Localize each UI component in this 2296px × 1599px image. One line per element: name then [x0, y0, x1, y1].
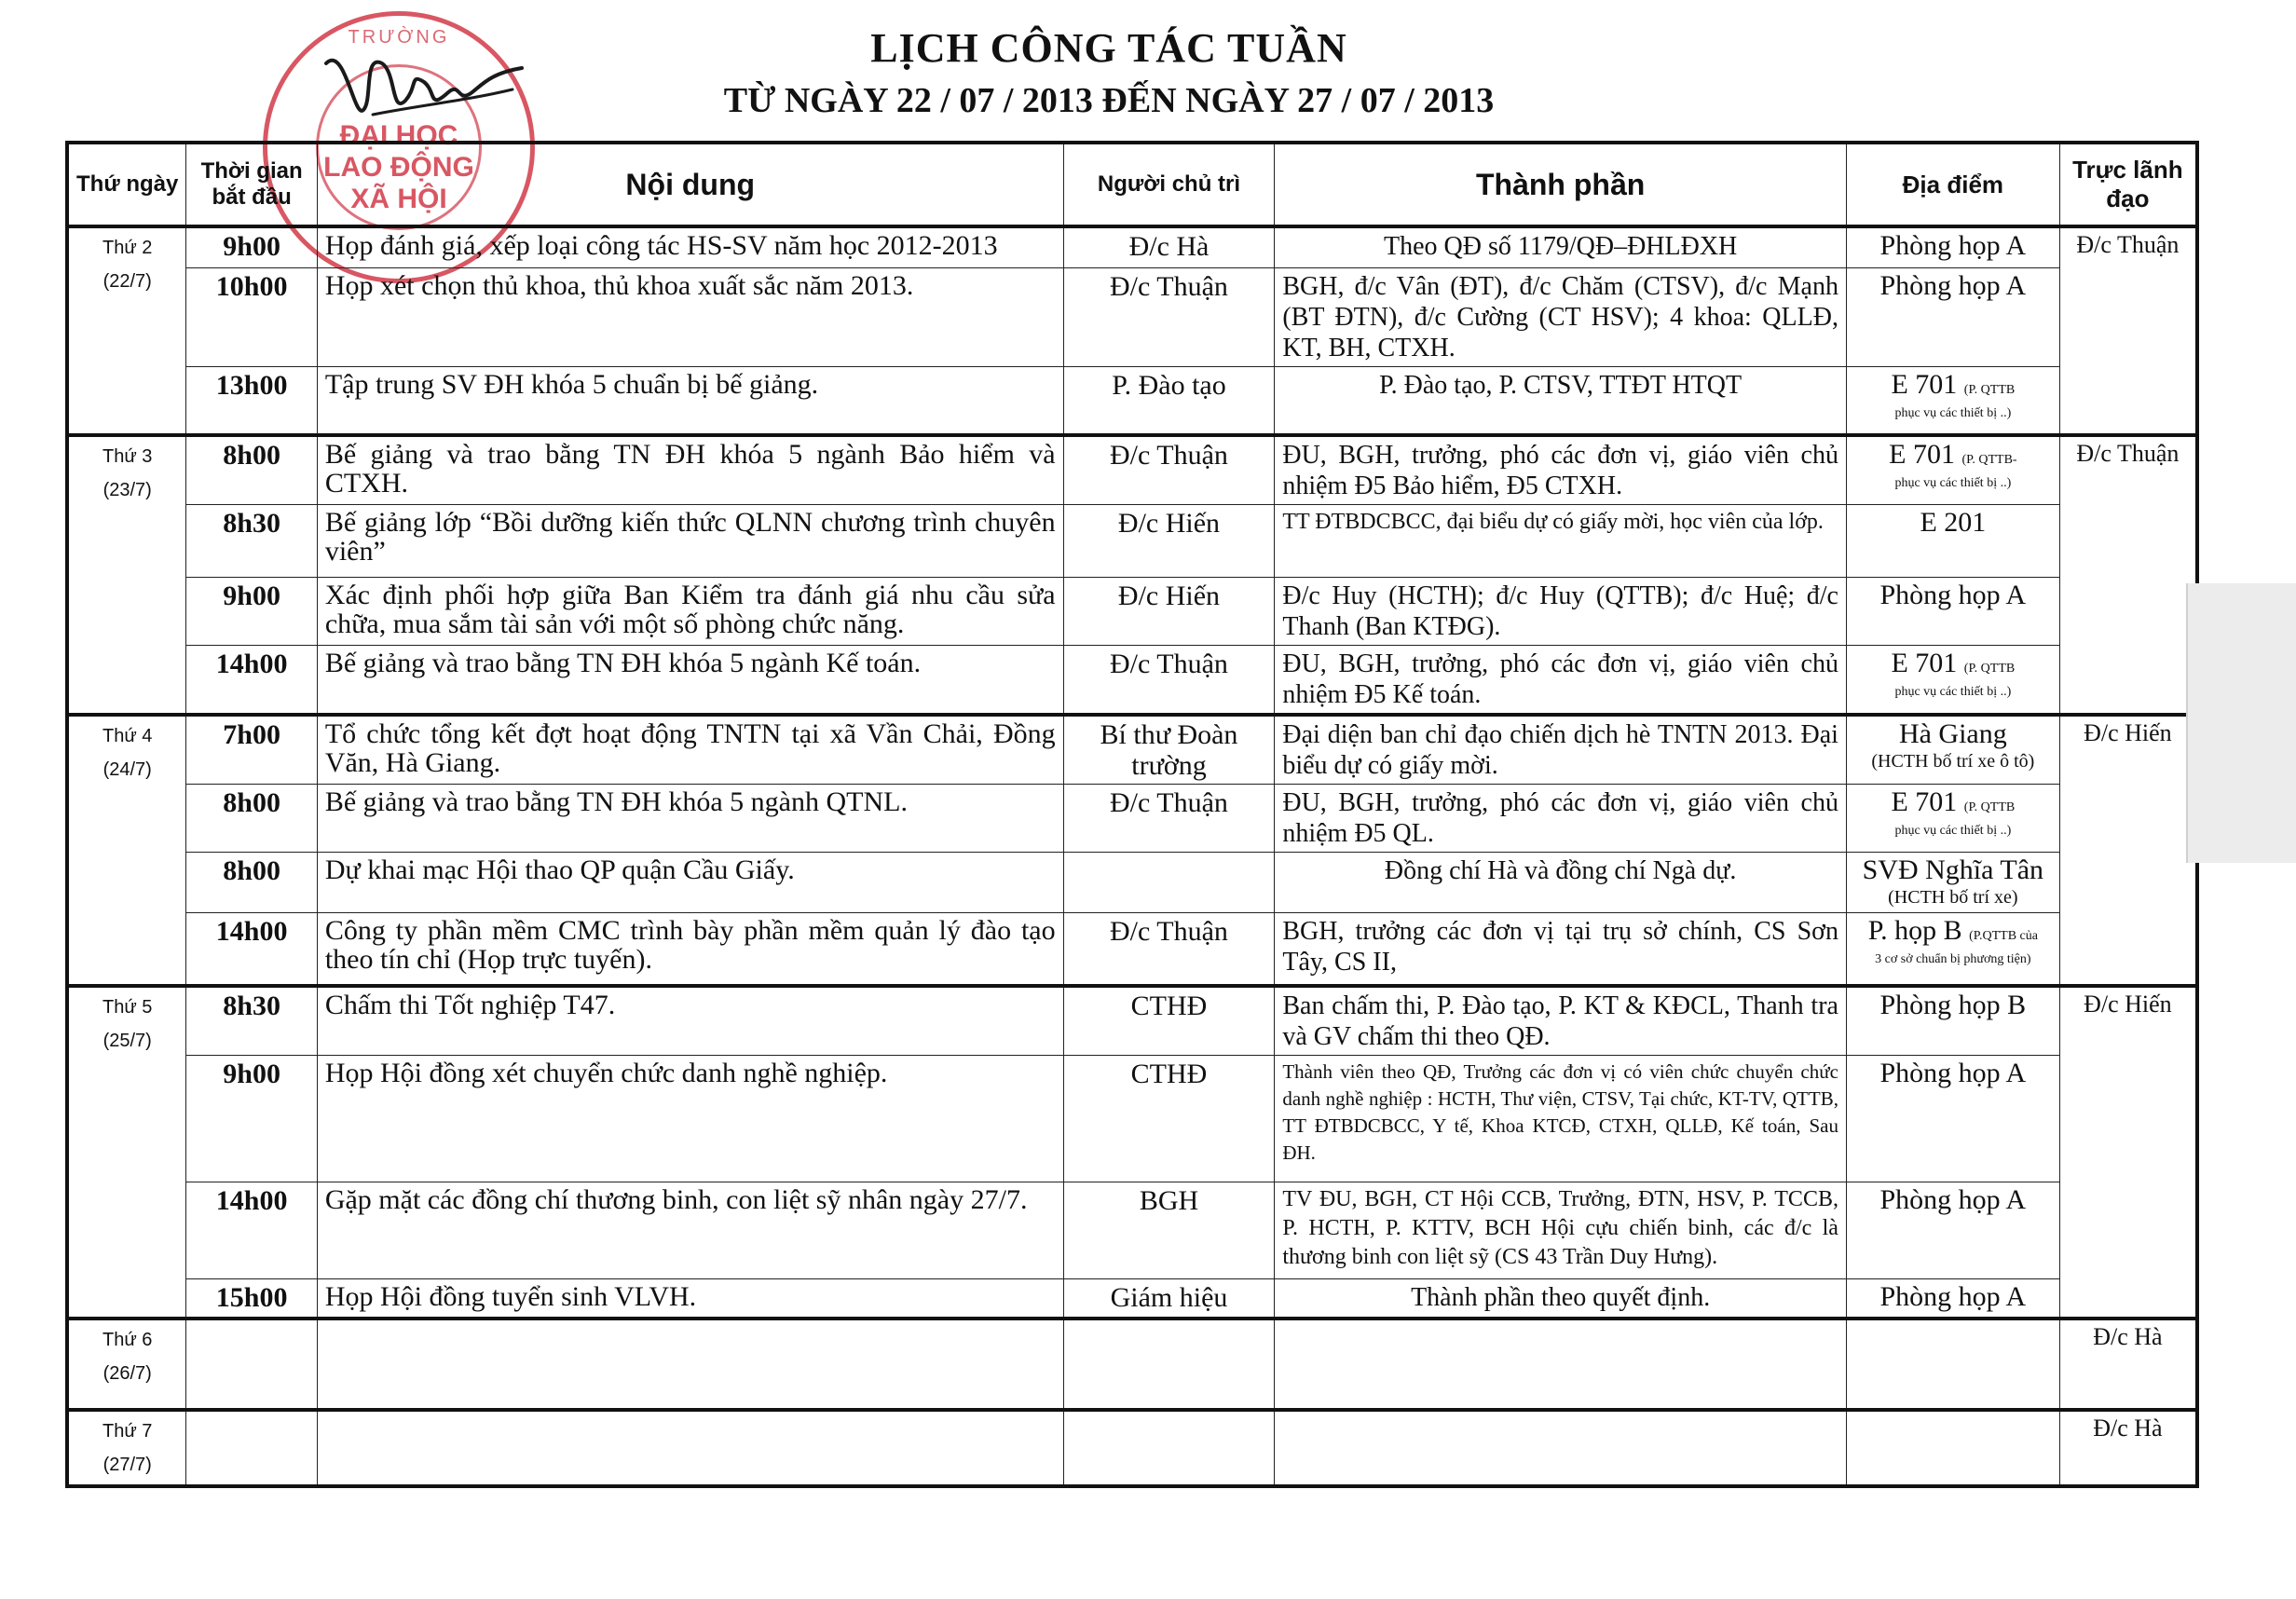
table-row: [67, 715, 2197, 785]
host-cell: Đ/c Thuận: [1063, 267, 1275, 366]
place-subnote: 3 cơ sở chuẩn bị phương tiện): [1875, 952, 2031, 966]
place-sub: (HCTH bố trí xe ô tô): [1871, 751, 2035, 772]
composition-cell: BGH, trưởng các đơn vị tại trụ sở chính, CS Sơn Tây, CS II,: [1275, 913, 1847, 986]
time-cell: 8h30: [186, 505, 317, 578]
time-cell: 13h00: [186, 366, 317, 435]
col-header-time: Thời gian bắt đầu: [186, 143, 317, 226]
time-cell: 8h30: [186, 986, 317, 1056]
composition-cell-empty: [1275, 1319, 1847, 1410]
composition-cell-empty: [1275, 1410, 1847, 1486]
place-subnote: phục vụ các thiết bị ..): [1894, 405, 2012, 420]
place-cell: [1846, 1182, 2059, 1278]
place-name: E 701: [1889, 439, 1955, 470]
place-name: Phòng họp A: [1879, 230, 2027, 261]
composition-cell: Thành phần theo quyết định.: [1275, 1278, 1847, 1319]
time-cell: 14h00: [186, 913, 317, 986]
place-cell: [1846, 1278, 2059, 1319]
day-date: (25/7): [102, 1030, 152, 1051]
page-subtitle: TỪ NGÀY 22 / 07 / 2013 ĐẾN NGÀY 27 / 07 / 2013: [723, 81, 1495, 120]
content-cell: Công ty phần mềm CMC trình bày phần mềm quản lý đào tạo theo tín chỉ (Họp trực tuyến).: [317, 913, 1063, 986]
content-cell: Bế giảng và trao bằng TN ĐH khóa 5 ngành Kế toán.: [317, 646, 1063, 716]
place-note: (P. QTTB: [1963, 662, 2016, 676]
place-cell: [1846, 646, 2059, 716]
day-cell: [67, 226, 186, 435]
place-cell: [1846, 853, 2059, 913]
host-cell: BGH: [1063, 1182, 1275, 1278]
table-row: [67, 646, 2197, 716]
time-cell: 8h00: [186, 785, 317, 853]
place-name: Phòng họp A: [1879, 1057, 2027, 1088]
col-header-duty: Trực lãnh đạo: [2059, 143, 2197, 226]
time-cell: 10h00: [186, 267, 317, 366]
content-cell: Bế giảng và trao bằng TN ĐH khóa 5 ngành QTNL.: [317, 785, 1063, 853]
composition-cell: ĐU, BGH, trưởng, phó các đơn vị, giáo viên chủ nhiệm Đ5 QL.: [1275, 785, 1847, 853]
host-cell: Bí thư Đoàn trường: [1063, 715, 1275, 785]
table-row: [67, 1278, 2197, 1319]
content-cell: Bế giảng và trao bằng TN ĐH khóa 5 ngành Bảo hiểm và CTXH.: [317, 435, 1063, 505]
time-cell: 9h00: [186, 1055, 317, 1182]
place-name: P. họp B: [1867, 915, 1962, 946]
day-date: (26/7): [102, 1362, 152, 1384]
place-note: (P. QTTB: [1963, 800, 2016, 814]
content-cell: Họp xét chọn thủ khoa, thủ khoa xuất sắc năm 2013.: [317, 267, 1063, 366]
day-cell: [67, 715, 186, 986]
place-note: (P.QTTB của: [1969, 929, 2038, 943]
day-name: Thứ 2: [102, 238, 153, 258]
seal-line-2: LAO ĐỘNG: [323, 152, 474, 183]
table-row: [67, 578, 2197, 646]
place-cell: [1846, 785, 2059, 853]
place-name: Phòng họp A: [1879, 580, 2027, 610]
place-name: E 701: [1891, 648, 1958, 678]
place-name: E 701: [1891, 786, 1958, 817]
composition-cell: BGH, đ/c Vân (ĐT), đ/c Chăm (CTSV), đ/c Mạnh (BT ĐTN), đ/c Cường (CT HSV); 4 khoa: QLLĐ, KT, BH, CTXH.: [1275, 267, 1847, 366]
schedule-table: [65, 141, 2199, 1488]
place-cell: [1846, 366, 2059, 435]
place-name: E 701: [1891, 368, 1958, 400]
day-date: (24/7): [102, 759, 152, 780]
table-row: [67, 853, 2197, 913]
table-row: [67, 785, 2197, 853]
day-cell: [67, 986, 186, 1319]
composition-cell: ĐU, BGH, trưởng, phó các đơn vị, giáo viên chủ nhiệm Đ5 Kế toán.: [1275, 646, 1847, 716]
content-cell: Xác định phối hợp giữa Ban Kiểm tra đánh giá nhu cầu sửa chữa, mua sắm tài sản với một số phòng chức năng.: [317, 578, 1063, 646]
duty-leader-cell: Đ/c Hà: [2059, 1410, 2197, 1486]
host-cell: CTHĐ: [1063, 986, 1275, 1056]
host-cell: Đ/c Hà: [1063, 226, 1275, 267]
content-cell: Họp đánh giá, xếp loại công tác HS-SV năm học 2012-2013: [317, 226, 1063, 267]
col-header-composition: Thành phần: [1275, 143, 1847, 226]
page-title: LỊCH CÔNG TÁC TUẦN: [870, 25, 1347, 71]
composition-cell: ĐU, BGH, trưởng, phó các đơn vị, giáo viên chủ nhiệm Đ5 Bảo hiểm, Đ5 CTXH.: [1275, 435, 1847, 505]
content-cell: Chấm thi Tốt nghiệp T47.: [317, 986, 1063, 1056]
content-cell: Gặp mặt các đồng chí thương binh, con liệt sỹ nhân ngày 27/7.: [317, 1182, 1063, 1278]
place-name: Phòng họp A: [1879, 1280, 2027, 1312]
composition-cell: Đ/c Huy (HCTH); đ/c Huy (QTTB); đ/c Huệ; đ/c Thanh (Ban KTĐG).: [1275, 578, 1847, 646]
place-cell: [1846, 435, 2059, 505]
place-cell: [1846, 1055, 2059, 1182]
time-cell-empty: [186, 1410, 317, 1486]
time-cell: 8h00: [186, 853, 317, 913]
time-cell-empty: [186, 1319, 317, 1410]
host-cell: Đ/c Thuận: [1063, 913, 1275, 986]
col-header-place: Địa điểm: [1846, 143, 2059, 226]
place-cell: [1846, 226, 2059, 267]
seal-ring-text: TRƯỜNG: [348, 27, 450, 48]
place-subnote: phục vụ các thiết bị ..): [1894, 476, 2012, 490]
place-sub: (HCTH bố trí xe): [1888, 887, 2018, 908]
day-cell: [67, 435, 186, 715]
day-cell: [67, 1410, 186, 1486]
day-date: (22/7): [102, 271, 152, 292]
day-name: Thứ 5: [102, 996, 153, 1018]
duty-leader-cell: Đ/c Hiến: [2059, 715, 2197, 986]
table-row: [67, 505, 2197, 578]
place-cell: [1846, 715, 2059, 785]
host-cell: Đ/c Hiến: [1063, 505, 1275, 578]
col-header-content: Nội dung: [317, 143, 1063, 226]
place-cell: [1846, 505, 2059, 578]
place-cell-empty: [1846, 1410, 2059, 1486]
composition-cell: P. Đào tạo, P. CTSV, TTĐT HTQT: [1275, 366, 1847, 435]
table-row: [67, 986, 2197, 1056]
place-note: (P. QTTB: [1963, 382, 2016, 397]
table-row: [67, 1182, 2197, 1278]
table-row: [67, 1319, 2197, 1410]
time-cell: 9h00: [186, 226, 317, 267]
place-subnote: phục vụ các thiết bị ..): [1894, 685, 2012, 699]
place-name: SVĐ Nghĩa Tân: [1862, 854, 2044, 885]
duty-leader-cell: Đ/c Thuận: [2059, 435, 2197, 715]
time-cell: 15h00: [186, 1278, 317, 1319]
duty-leader-cell: Đ/c Thuận: [2059, 226, 2197, 435]
table-row: [67, 913, 2197, 986]
time-cell: 9h00: [186, 578, 317, 646]
scanner-tab-edge: [2186, 583, 2296, 863]
time-cell: 8h00: [186, 435, 317, 505]
seal-line-1: ĐẠI HỌC: [339, 120, 458, 151]
host-cell: Đ/c Thuận: [1063, 646, 1275, 716]
content-cell: Họp Hội đồng tuyển sinh VLVH.: [317, 1278, 1063, 1319]
content-cell-empty: [317, 1319, 1063, 1410]
composition-cell: Đồng chí Hà và đồng chí Ngà dự.: [1275, 853, 1847, 913]
day-name: Thứ 3: [102, 446, 153, 467]
content-cell-empty: [317, 1410, 1063, 1486]
day-name: Thứ 6: [102, 1329, 153, 1350]
time-cell: 14h00: [186, 1182, 317, 1278]
day-date: (27/7): [102, 1454, 152, 1475]
place-cell-empty: [1846, 1319, 2059, 1410]
place-name: Phòng họp A: [1879, 269, 2027, 301]
host-cell: Đ/c Thuận: [1063, 435, 1275, 505]
place-name: E 201: [1920, 507, 1987, 538]
content-cell: Dự khai mạc Hội thao QP quận Cầu Giấy.: [317, 853, 1063, 913]
content-cell: Họp Hội đồng xét chuyển chức danh nghề nghiệp.: [317, 1055, 1063, 1182]
day-name: Thứ 4: [102, 726, 153, 746]
host-cell-empty: [1063, 1319, 1275, 1410]
place-name: Hà Giang: [1898, 718, 2007, 749]
seal-line-3: XÃ HỘI: [350, 184, 447, 214]
place-cell: [1846, 578, 2059, 646]
time-cell: 14h00: [186, 646, 317, 716]
content-cell: Tập trung SV ĐH khóa 5 chuẩn bị bế giảng.: [317, 366, 1063, 435]
place-cell: [1846, 267, 2059, 366]
place-name: Phòng họp A: [1879, 1183, 2027, 1215]
col-header-day: Thứ ngày: [67, 143, 186, 226]
duty-leader-cell: Đ/c Hiến: [2059, 986, 2197, 1319]
table-row: [67, 226, 2197, 267]
composition-cell: Theo QĐ số 1179/QĐ–ĐHLĐXH: [1275, 226, 1847, 267]
host-cell: P. Đào tạo: [1063, 366, 1275, 435]
host-cell: Đ/c Hiến: [1063, 578, 1275, 646]
day-cell: [67, 1319, 186, 1410]
host-cell: Đ/c Thuận: [1063, 785, 1275, 853]
host-cell: CTHĐ: [1063, 1055, 1275, 1182]
table-row: [67, 267, 2197, 366]
table-row: [67, 1410, 2197, 1486]
table-row: [67, 1055, 2197, 1182]
content-cell: Tổ chức tổng kết đợt hoạt động TNTN tại xã Vần Chải, Đồng Văn, Hà Giang.: [317, 715, 1063, 785]
host-cell: [1063, 853, 1275, 913]
duty-leader-cell: Đ/c Hà: [2059, 1319, 2197, 1410]
place-cell: [1846, 913, 2059, 986]
time-cell: 7h00: [186, 715, 317, 785]
composition-cell: Ban chấm thi, P. Đào tạo, P. KT & KĐCL, Thanh tra và GV chấm thi theo QĐ.: [1275, 986, 1847, 1056]
day-date: (23/7): [102, 480, 152, 500]
place-note: (P. QTTB-: [1961, 453, 2017, 467]
place-cell: [1846, 986, 2059, 1056]
composition-cell: TT ĐTBDCBCC, đại biểu dự có giấy mời, học viên của lớp.: [1275, 505, 1847, 578]
place-name: Phòng họp B: [1879, 989, 2027, 1020]
col-header-host: Người chủ trì: [1063, 143, 1275, 226]
table-row: [67, 366, 2197, 435]
composition-cell: Đại diện ban chỉ đạo chiến dịch hè TNTN 2013. Đại biểu dự có giấy mời.: [1275, 715, 1847, 785]
day-name: Thứ 7: [102, 1420, 153, 1442]
host-cell-empty: [1063, 1410, 1275, 1486]
composition-cell: TV ĐU, BGH, CT Hội CCB, Trưởng, ĐTN, HSV, P. TCCB, P. HCTH, P. KTTV, BCH Hội cựu chiến binh, các đ/c là thương binh con liệt sỹ (CS 43 Trần Duy Hưng).: [1275, 1182, 1847, 1278]
table-header-row: [67, 143, 2197, 226]
content-cell: Bế giảng lớp “Bồi dưỡng kiến thức QLNN chương trình chuyên viên”: [317, 505, 1063, 578]
table-row: [67, 435, 2197, 505]
host-cell: Giám hiệu: [1063, 1278, 1275, 1319]
place-subnote: phục vụ các thiết bị ..): [1894, 824, 2012, 838]
composition-cell: Thành viên theo QĐ, Trưởng các đơn vị có viên chức chuyển chức danh nghề nghiệp : HCTH, Thư viện, CTSV, Tại chức, KT-TV, QTTB, TT ĐTBDCBCC, Y tế, Khoa KTCĐ, CTXH, QLLĐ, Kế toán, Sau ĐH.: [1275, 1055, 1847, 1182]
